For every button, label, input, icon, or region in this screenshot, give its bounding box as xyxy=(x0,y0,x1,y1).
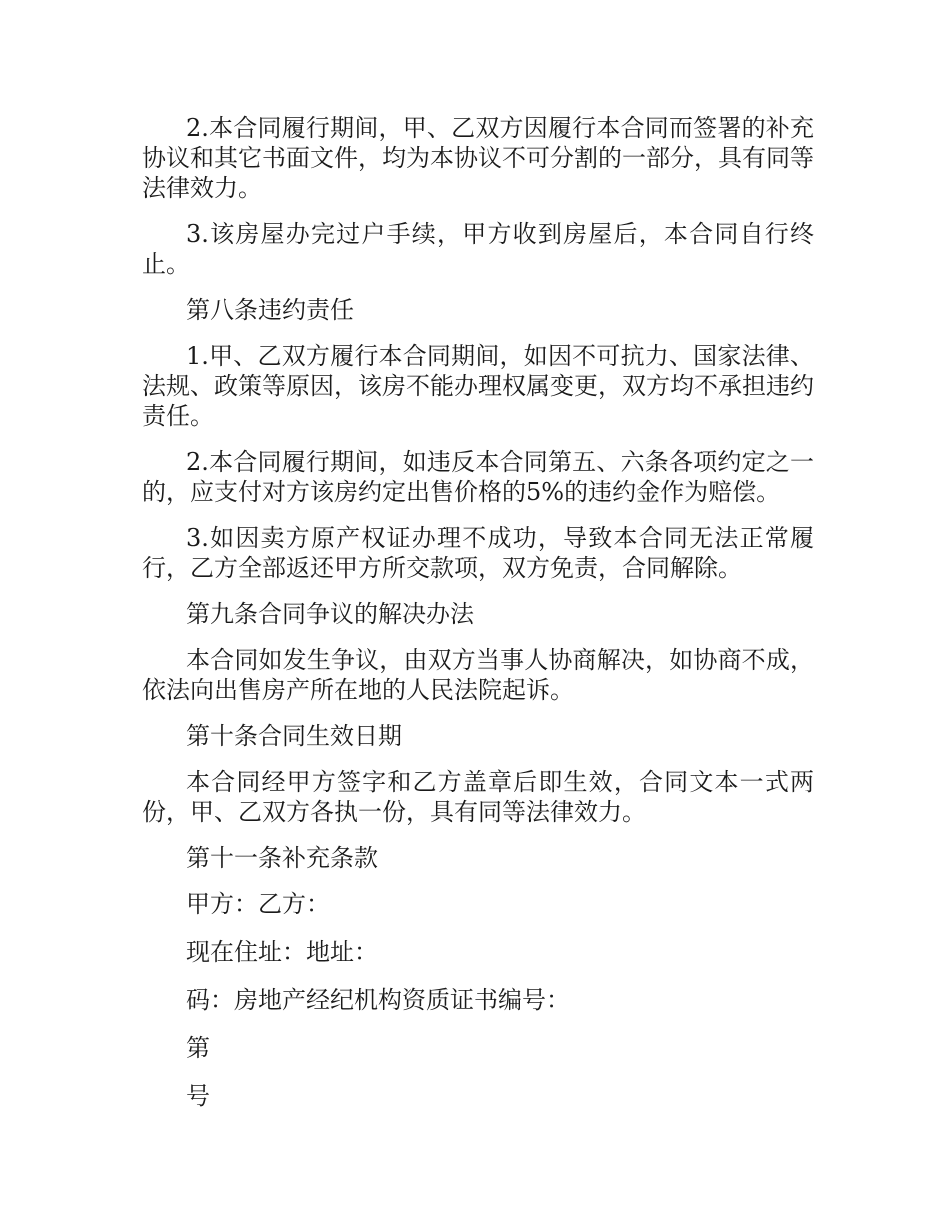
section-heading-article-8: 第八条违约责任 xyxy=(186,296,354,324)
number-prefix-line: 第 xyxy=(186,1034,210,1062)
license-number-line: 码：房地产经纪机构资质证书编号： xyxy=(186,986,570,1014)
number-suffix-line: 号 xyxy=(186,1082,210,1110)
document-body xyxy=(142,113,814,1129)
paragraph-penalty: 2.本合同履行期间，如违反本合同第五、六条各项约定之一的，应支付对方该房约定出售价格的5%的违约金作为赔偿。 xyxy=(142,448,814,506)
paragraph-dispute-resolution: 本合同如发生争议，由双方当事人协商解决，如协商不成，依法向出售房产所在地的人民法院起诉。 xyxy=(142,646,814,704)
paragraph-force-majeure: 1.甲、乙双方履行本合同期间，如因不可抗力、国家法律、法规、政策等原因，该房不能办理权属变更，双方均不承担违约责任。 xyxy=(142,342,814,430)
paragraph-refund: 3.如因卖方原产权证办理不成功，导致本合同无法正常履行，乙方全部返还甲方所交款项，双方免责，合同解除。 xyxy=(142,524,814,582)
section-heading-article-9: 第九条合同争议的解决办法 xyxy=(186,600,474,628)
paragraph-supplement-agreements: 2.本合同履行期间，甲、乙双方因履行本合同而签署的补充协议和其它书面文件，均为本协议不可分割的一部分，具有同等法律效力。 xyxy=(142,114,814,202)
section-heading-article-10: 第十条合同生效日期 xyxy=(186,722,402,750)
paragraph-effective-date: 本合同经甲方签字和乙方盖章后即生效，合同文本一式两份，甲、乙双方各执一份，具有同等法律效力。 xyxy=(142,768,814,826)
section-heading-article-11: 第十一条补充条款 xyxy=(186,844,378,872)
paragraph-contract-termination: 3.该房屋办完过户手续，甲方收到房屋后，本合同自行终止。 xyxy=(142,220,814,278)
address-line: 现在住址：地址： xyxy=(186,938,378,966)
signature-parties-line: 甲方：乙方： xyxy=(186,890,330,918)
